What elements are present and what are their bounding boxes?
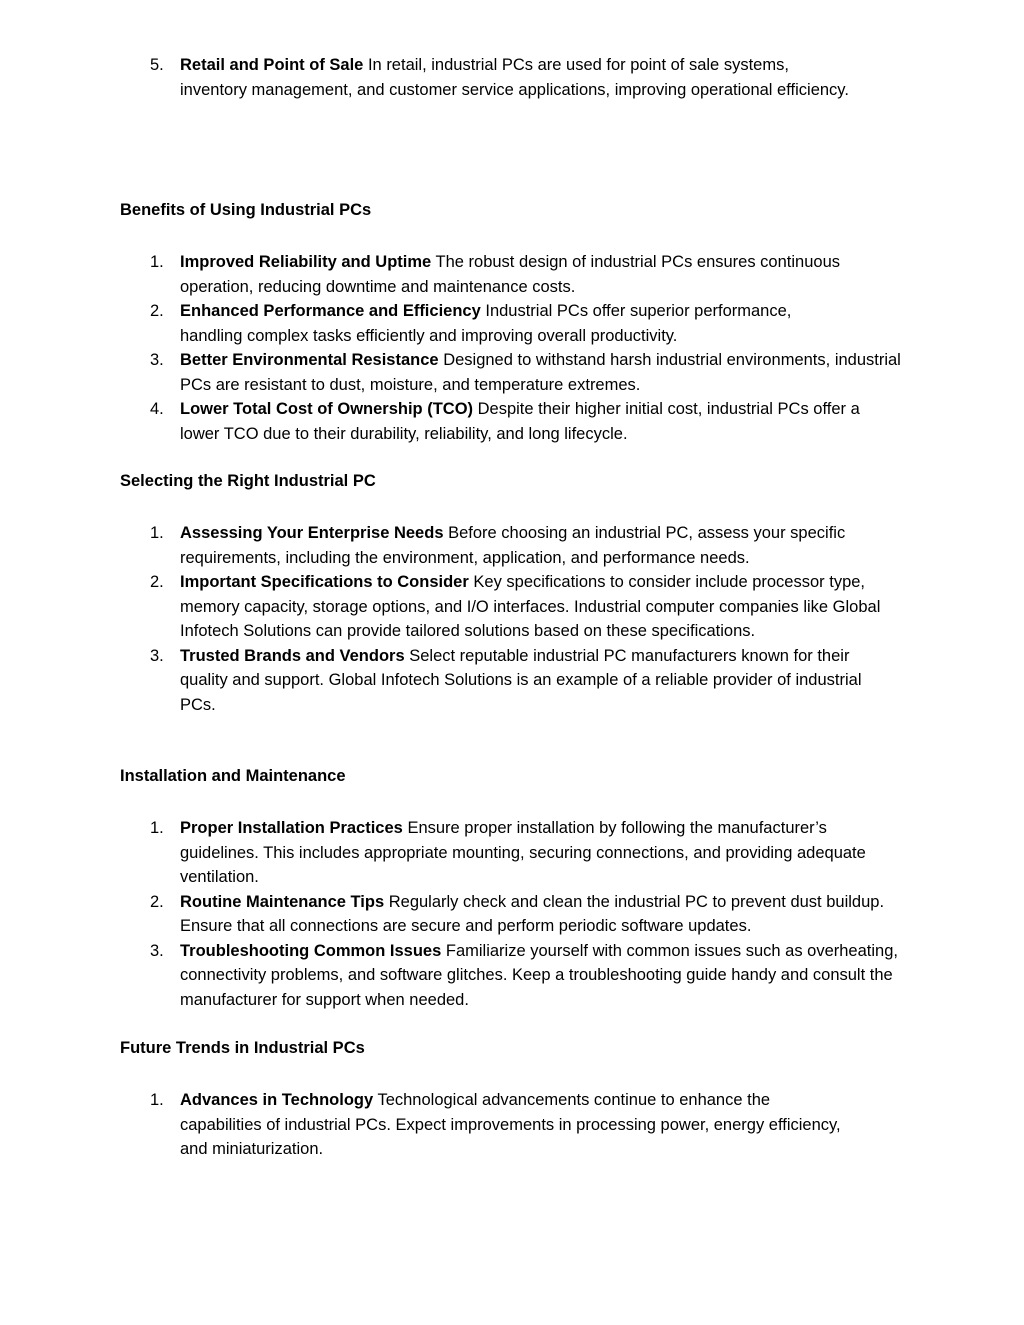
list-item-title: Advances in Technology <box>180 1091 374 1109</box>
list-item-text: Ensure proper installation by following the manufacturer’s guidelines. This includes appropriate mounting, securing connections, and providing adequate ventilation. <box>180 819 866 886</box>
list-number: 1. <box>150 1091 164 1109</box>
section-heading-benefits: Benefits of Using Industrial PCs <box>120 201 372 219</box>
list-number: 3. <box>150 941 164 960</box>
list-item <box>120 1088 856 1162</box>
list-number: 4. <box>150 400 164 418</box>
selecting-list <box>120 521 910 717</box>
list-item-text: Select reputable industrial PC manufacturers known for their quality and support. Global Infotech Solutions is an example of a reliable provider of industrial PCs. <box>180 646 862 714</box>
section-heading-selecting: Selecting the Right Industrial PC <box>120 472 376 490</box>
list-item <box>120 570 890 644</box>
list-item-title: Lower Total Cost of Ownership (TCO) <box>180 400 474 418</box>
list-number: 2. <box>150 573 164 591</box>
list-number: 1. <box>150 524 164 542</box>
list-item <box>120 816 880 890</box>
section-heading-future: Future Trends in Industrial PCs <box>120 1039 365 1057</box>
list-item <box>120 397 880 446</box>
list-item <box>120 348 910 397</box>
list-item-title: Retail and Point of Sale <box>180 56 364 74</box>
list-item-title: Trusted Brands and Vendors <box>180 646 405 665</box>
list-item-text: Designed to withstand harsh industrial environments, industrial PCs are resistant to dust, moisture, and temperature extremes. <box>180 351 901 394</box>
list-item-text: Technological advancements continue to enhance the capabilities of industrial PCs. Expect improvements in processing power, energy efficiency, and miniaturization. <box>180 1091 841 1158</box>
list-item-title: Better Environmental Resistance <box>180 351 439 369</box>
list-item <box>120 644 892 718</box>
list-item-text: Despite their higher initial cost, industrial PCs offer a lower TCO due to their durability, reliability, and long lifecycle. <box>180 400 860 443</box>
list-item-title: Assessing Your Enterprise Needs <box>180 524 444 542</box>
future-list <box>120 1088 910 1162</box>
list-number: 2. <box>150 892 164 911</box>
list-item-title: Important Specifications to Consider <box>180 573 469 591</box>
list-item-text: Regularly check and clean the industrial PC to prevent dust buildup. Ensure that all connections are secure and perform periodic software updates. <box>180 892 885 935</box>
list-item-title: Improved Reliability and Uptime <box>180 253 432 271</box>
list-item-text: Before choosing an industrial PC, assess your specific requirements, including the environment, application, and performance needs. <box>180 524 846 567</box>
list-item <box>120 53 856 102</box>
list-item-title: Enhanced Performance and Efficiency <box>180 302 481 320</box>
list-number: 1. <box>150 253 164 271</box>
list-item <box>120 521 890 570</box>
list-item-title: Troubleshooting Common Issues <box>180 941 442 960</box>
list-item <box>120 250 910 299</box>
list-item <box>120 299 854 348</box>
list-item <box>120 890 910 939</box>
list-item-text: Key specifications to consider include processor type, memory capacity, storage options, and I/O interfaces. Industrial computer companies like Global Infotech Solutions can provide tailored solutions based on these specifications. <box>180 573 881 640</box>
list-item-text: The robust design of industrial PCs ensures continuous operation, reducing downtime and maintenance costs. <box>180 253 840 296</box>
list-item-title: Routine Maintenance Tips <box>180 892 385 911</box>
retail-list <box>120 53 910 102</box>
installation-list <box>120 816 910 1012</box>
list-number: 2. <box>150 302 164 320</box>
list-item-text: Industrial PCs offer superior performance, handling complex tasks efficiently and improving overall productivity. <box>180 302 792 345</box>
list-item-text: Familiarize yourself with common issues such as overheating, connectivity problems, and software glitches. Keep a troubleshooting guide handy and consult the manufacturer for support when needed. <box>180 941 898 1009</box>
list-number: 5. <box>150 56 164 74</box>
benefits-list <box>120 250 910 446</box>
section-heading-installation: Installation and Maintenance <box>120 767 346 785</box>
list-number: 3. <box>150 351 164 369</box>
list-item-text: In retail, industrial PCs are used for point of sale systems, inventory management, and customer service applications, improving operational efficiency. <box>180 56 849 99</box>
list-number: 1. <box>150 819 164 837</box>
list-number: 3. <box>150 646 164 665</box>
list-item-title: Proper Installation Practices <box>180 819 403 837</box>
list-item <box>120 939 910 1013</box>
